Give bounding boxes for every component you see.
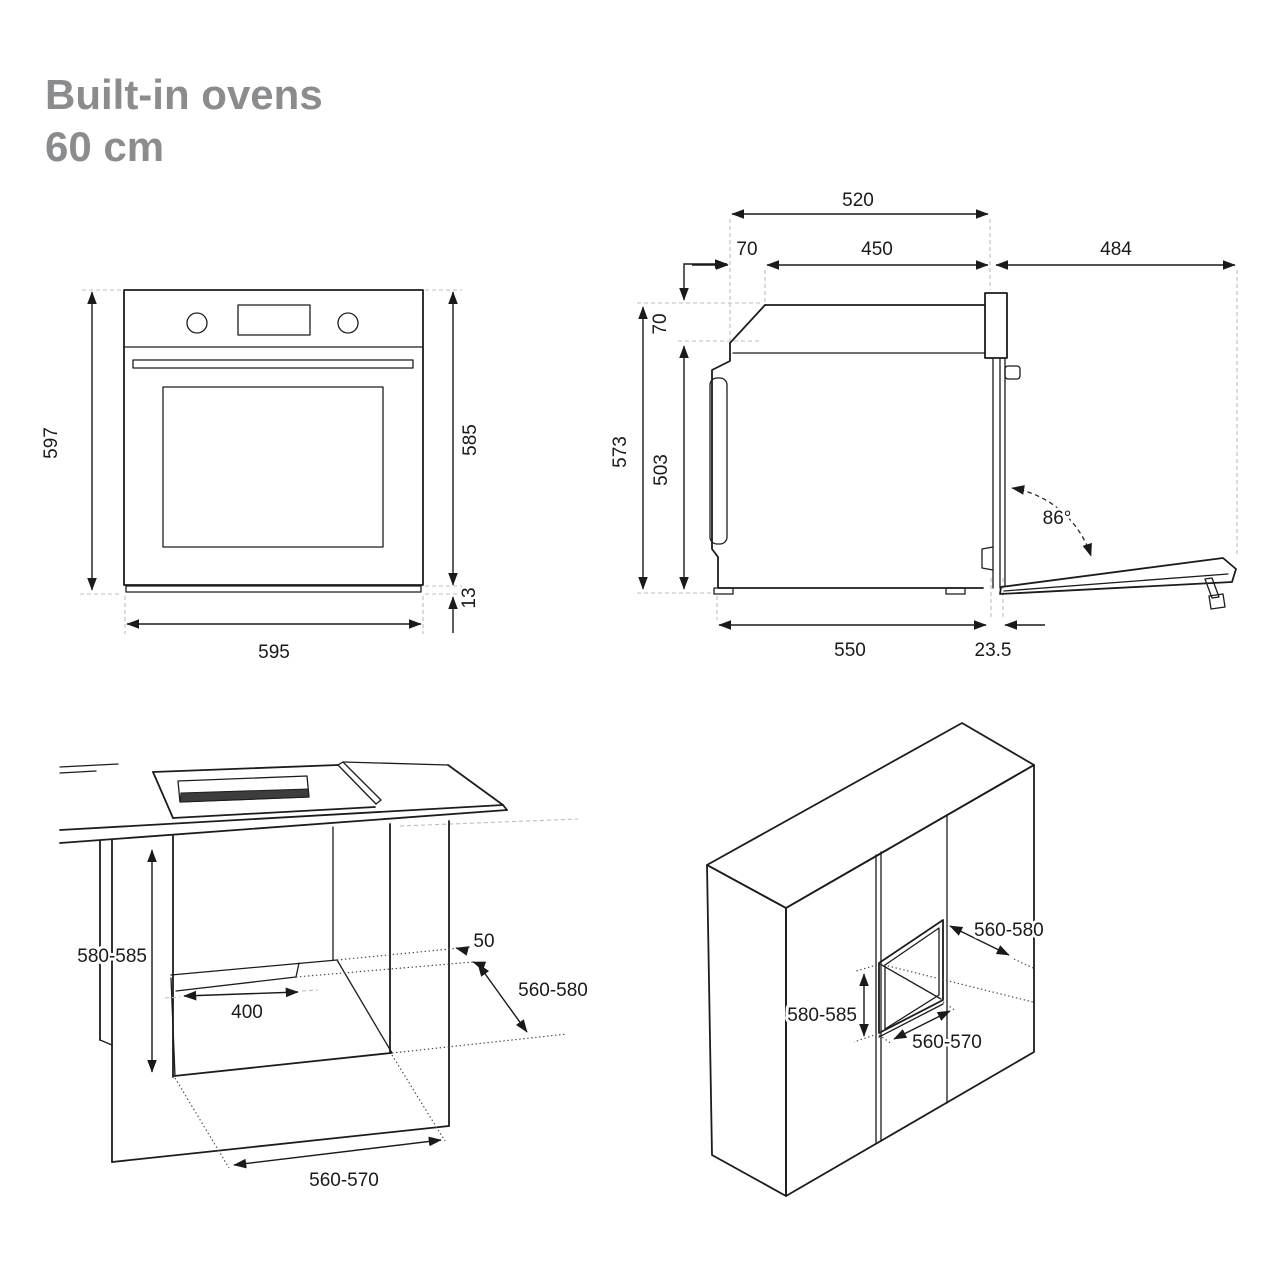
- dim-label-585: 585: [460, 424, 481, 456]
- dim-label-13: 13: [459, 587, 480, 609]
- dim-label-573: 573: [610, 436, 631, 468]
- oven-front-outline: [124, 290, 423, 585]
- dim-label-70-horizontal: 70: [736, 239, 758, 260]
- dim-rear-offset-70: [692, 239, 758, 265]
- control-knob-side: [1005, 366, 1020, 379]
- dim-label-550: 550: [834, 640, 866, 661]
- dim-total-width-595: [127, 624, 421, 663]
- dim-label-580-585: 580-585: [787, 1005, 857, 1026]
- dim-label-580-585: 580-585: [77, 946, 147, 967]
- dim-niche-height-580-585: [787, 965, 877, 1042]
- dim-label-597: 597: [41, 427, 62, 459]
- page-title: [45, 71, 323, 170]
- dim-vent-gap-50: [296, 931, 495, 977]
- vent-gap-front-edge: [176, 977, 296, 991]
- niche-interior-diagonal: [880, 964, 941, 999]
- vent-gap-step: [296, 963, 299, 977]
- dim-niche-depth-560-580: [880, 920, 1044, 1002]
- title-line-2: 60 cm: [45, 123, 165, 170]
- dim-label-560-570: 560-570: [912, 1032, 982, 1053]
- niche-back-bottom-edge: [171, 960, 337, 975]
- cabinet-body: [707, 723, 1034, 1196]
- dim-label-560-580: 560-580: [518, 980, 588, 1001]
- dim-label-70-vertical: 70: [650, 313, 671, 335]
- door-window: [163, 387, 383, 547]
- hob-cutout: [153, 762, 381, 818]
- hinge-detail: [982, 547, 993, 570]
- dim-niche-height-580-585: [77, 850, 152, 1072]
- door-handle: [133, 360, 413, 368]
- dim-label-520: 520: [842, 190, 874, 211]
- display-window: [238, 305, 310, 335]
- dim-niche-width-560-570: [175, 1055, 445, 1191]
- control-fascia: [985, 293, 1007, 358]
- dim-label-595: 595: [258, 642, 290, 663]
- niche-right-wall-bottom: [337, 960, 392, 1053]
- dim-label-484: 484: [1100, 239, 1132, 260]
- dim-niche-width-560-570: [879, 1002, 982, 1053]
- dim-top-depth-520: [732, 190, 988, 214]
- oven-knob-left: [187, 313, 207, 333]
- dim-label-560-570: 560-570: [309, 1170, 379, 1191]
- dim-door-angle-86: [1012, 488, 1091, 556]
- plinth: [126, 586, 421, 592]
- column-installation-view: [707, 723, 1044, 1196]
- dim-niche-depth-560-580: [392, 964, 588, 1053]
- dim-label-23-5: 23.5: [974, 640, 1012, 661]
- dim-open-door-484: [996, 239, 1235, 265]
- open-door-handle-foot: [1209, 594, 1225, 609]
- dim-door-thickness-23-5: [975, 625, 1045, 661]
- dim-top-clearance-70: [650, 264, 727, 589]
- dim-total-height-597: [41, 292, 92, 590]
- dim-vent-width-400: [165, 990, 318, 1023]
- oven-front-view: [41, 290, 481, 663]
- dim-label-450: 450: [861, 239, 893, 260]
- dim-body-height-585: [453, 292, 481, 585]
- oven-back-outline: [712, 305, 983, 588]
- niche-floor-front-edge: [174, 1053, 391, 1076]
- dim-label-400: 400: [231, 1002, 263, 1023]
- niche-opening: [879, 920, 943, 1033]
- cabinet-left-face: [707, 865, 786, 1196]
- title-line-1: Built-in ovens: [45, 71, 323, 118]
- dim-label-86deg: 86°: [1042, 508, 1072, 529]
- dim-top-section-450: [767, 239, 988, 265]
- extension-lines: [80, 290, 468, 634]
- dim-label-503: 503: [651, 454, 672, 486]
- dim-label-560-580: 560-580: [974, 920, 1044, 941]
- oven-side-view: [610, 190, 1237, 661]
- countertop: [60, 762, 578, 843]
- undercounter-installation-view: [60, 762, 588, 1191]
- niche-inner-frame: [885, 928, 939, 1029]
- cabinet-bottom-edge: [112, 1126, 449, 1162]
- dim-total-height-573: [610, 307, 643, 589]
- oven-knob-right: [338, 313, 358, 333]
- dim-label-50: 50: [473, 931, 495, 952]
- dim-plinth-13: [453, 587, 480, 633]
- cabinet-top-face: [707, 723, 1034, 908]
- dim-body-depth-550: [719, 625, 986, 661]
